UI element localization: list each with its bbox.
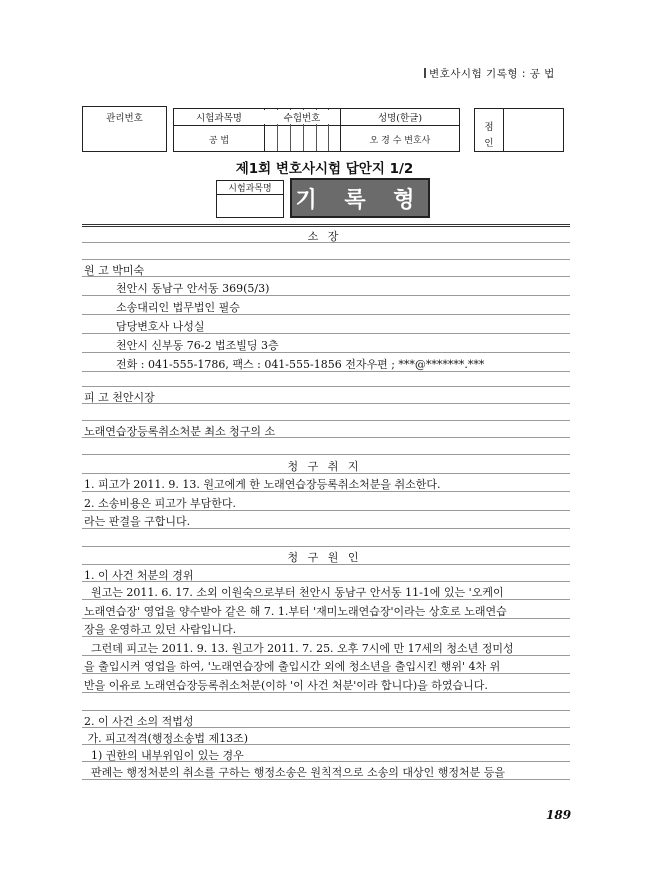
cause-line: 반을 이유로 노래연습장등록취소처분(이하 '이 사건 처분'이라 합니다)을 하였습니다. [84,679,488,692]
record-type-badge: 기 록 형 [290,178,430,218]
header-bar-icon [424,68,426,78]
cause-line: 가. 피고적격(행정소송법 제13조) [84,732,249,745]
mgmt-no-label: 관리번호 [106,113,143,124]
cause-line: 원고는 2011. 6. 17. 소외 이원숙으로부터 천안시 동남구 안서동 11-1에 있는 '오케이 [84,586,504,599]
subject-label: 시험과목명 [196,113,242,124]
claim-heading: 청 구 취 지 [287,460,362,473]
doc-heading: 소 장 [307,230,342,243]
score-label-2: 인 [484,138,494,149]
rule-line [82,226,570,227]
cause-line: 1) 권한의 내부위임이 있는 경우 [84,749,244,762]
page-title: 제1회 변호사시험 답안지 1/2 [235,161,414,177]
subject-value: 공 법 [208,136,230,146]
cause-line: 을 출입시켜 영업을 하여, '노래연습장에 출입시간 외에 청소년을 출입시킨 행위' 4차 위 [84,660,501,673]
rule-line [82,454,570,455]
rule-line [82,403,570,404]
cause-line: 1. 이 사건 처분의 경위 [84,569,194,582]
rule-line [82,710,570,711]
cause-line: 노래연습장' 영업을 양수받아 같은 해 7. 1.부터 '재미노래연습장'이라는 상호로 노래연습 [84,605,507,618]
plaintiff-lawyer: 담당변호사 나성실 [116,320,205,333]
plaintiff-line: 원 고 박미숙 [84,264,145,277]
cause-line: 장을 운영하고 있던 사람입니다. [84,623,237,636]
cause-line: 그런데 피고는 2011. 9. 13. 원고가 2011. 7. 25. 오후 7시에 만 17세의 청소년 정미성 [84,642,514,655]
claim-line: 2. 소송비용은 피고가 부담한다. [84,497,236,510]
rule-line [82,224,570,225]
case-title: 노래연습장등록취소처분 최소 청구의 소 [84,425,276,438]
defendant-line: 피 고 천안시장 [84,391,155,404]
claim-line: 라는 판결을 구합니다. [84,515,191,528]
mgmt-no-box [82,106,167,152]
score-label-1: 점 [484,122,494,133]
page-number: 189 [546,808,572,822]
rule-line [82,276,570,277]
score-box [474,108,564,152]
subject-box-divider [217,194,283,195]
subject-box [216,180,284,218]
cause-line: 2. 이 사건 소의 적법성 [84,715,194,728]
agent-address: 천안시 신부동 76-2 법조빌딩 3층 [116,339,279,352]
exam-header: 변호사시험 기록형 : 공 법 [424,66,555,81]
claim-line: 1. 피고가 2011. 9. 13. 원고에게 한 노래연습장등록취소처분을 취소한다. [84,478,441,491]
plaintiff-address: 천안시 동남구 안서동 369(5/3) [116,282,270,295]
rule-line [82,546,570,547]
name-value: 오 경 수 변호사 [369,136,431,146]
rule-line [82,420,570,421]
contact-line: 전화 : 041-555-1786, 팩스 : 041-555-1856 전자우편 ; ***@*******.*** [116,358,485,371]
rule-line [82,386,570,387]
cause-line: 판례는 행정처분의 취소를 구하는 행정소송은 원칙적으로 소송의 대상인 행정처분 등을 [84,766,505,779]
plaintiff-agent: 소송대리인 법무법인 필승 [116,301,240,314]
cause-heading: 청 구 원 인 [287,551,362,564]
name-label: 성명(한글) [377,113,423,124]
info-table [173,108,460,152]
score-sep [503,109,504,151]
rule-line [82,259,570,260]
exam-no-label: 수험번호 [264,110,340,124]
subject-box-label: 시험과목명 [228,184,272,194]
